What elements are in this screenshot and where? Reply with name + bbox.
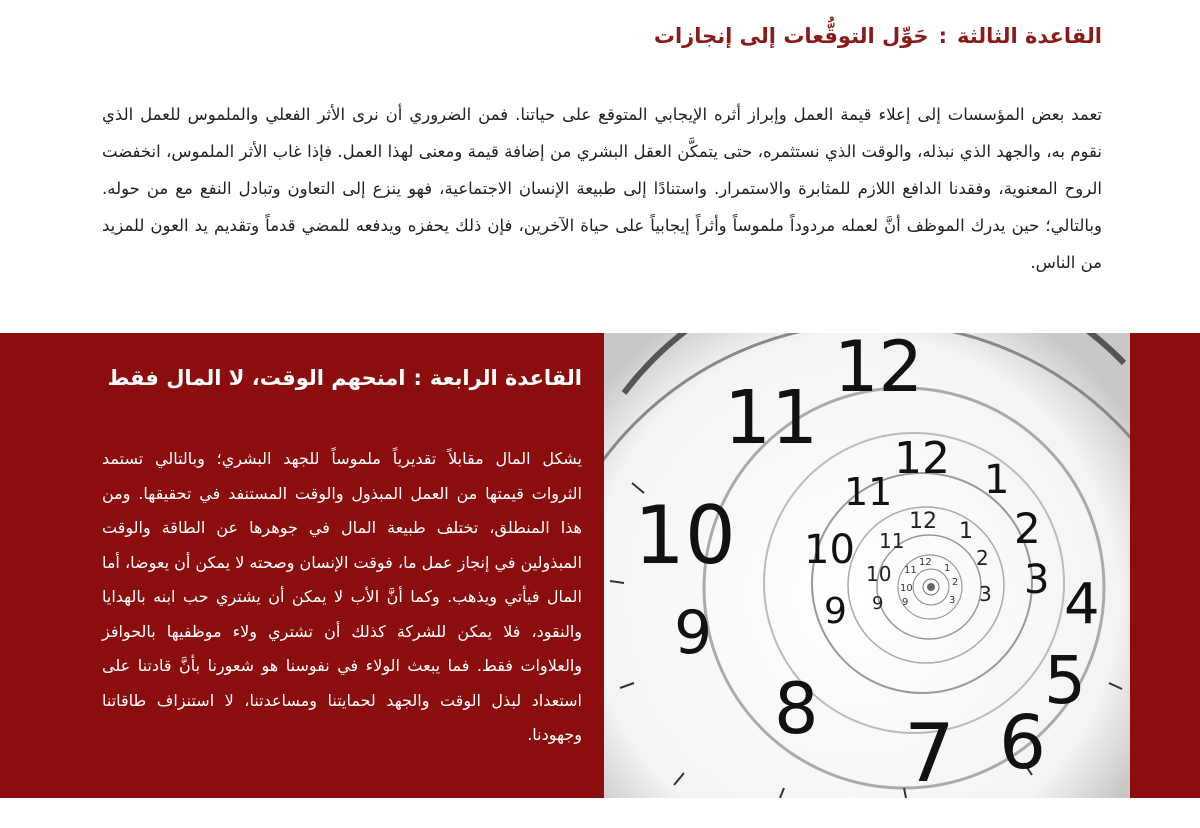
numeral-4-outer: 4 — [1064, 572, 1100, 637]
svg-text:10: 10 — [900, 583, 913, 594]
rule-four-paragraph: يشكل المال مقابلاً تقديرياً ملموساً للجهد البشري؛ وبالتالي تستمد الثروات قيمتها من العمل المبذول والوقت المستنفد في تحقيقها. ومن هذا المنطلق، تختلف طبيعة المال في جوهرها عن الطاقة والوقت المبذولين في إنجاز عمل ما، فوقت الإنسان وصحته لا يمكن أن يعوضا، أما المال فيأتي ويذهب. وكما أنَّ الأب لا يمكن أن يشتري حب ابنه بالهدايا والنقود، فلا يمكن للشركة كذلك أن تشتري ولاء موظفيها بالحوافز والعلاوات فقط. فما يبعث الولاء في نفوسنا هو شعورنا بأنَّ قادتنا على استعداد لبذل الوقت والجهد لحمايتنا ومساعدتنا، لا استنزاف طاقاتنا وجهودنا. — [101, 449, 582, 744]
numeral-11-inner: 11 — [879, 529, 905, 553]
numeral-10-outer: 10 — [634, 489, 736, 582]
spiral-clock-image — [604, 333, 1130, 798]
rule-three-heading — [60, 24, 1102, 48]
numeral-5-outer: 5 — [1044, 642, 1086, 719]
numeral-2-middle: 2 — [1014, 504, 1041, 553]
numeral-11-outer: 11 — [724, 375, 819, 461]
numeral-9-inner: 9 — [872, 593, 884, 614]
numeral-8-outer: 8 — [774, 668, 819, 750]
rule-three-label: القاعدة الثالثة — [956, 24, 1102, 48]
numeral-3-inner: 3 — [979, 582, 992, 606]
svg-text:9: 9 — [902, 597, 909, 608]
numeral-12-outer: 12 — [834, 333, 924, 408]
svg-text:3: 3 — [949, 595, 956, 606]
numeral-1-middle: 1 — [984, 457, 1010, 503]
svg-text:11: 11 — [904, 565, 917, 576]
numeral-12-inner: 12 — [909, 509, 937, 534]
rule-three-title: حَوِّل التوقُّعات إلى إنجازات — [653, 24, 929, 48]
numeral-10-inner: 10 — [866, 562, 892, 586]
svg-text:2: 2 — [952, 577, 959, 588]
rule-four-title: امنحهم الوقت، لا المال فقط — [107, 366, 406, 390]
numeral-1-inner: 1 — [959, 519, 973, 544]
rule-three-separator: : — [938, 24, 947, 48]
spiral-clock-icon — [604, 333, 1130, 798]
rule-four-separator: : — [413, 366, 422, 390]
numeral-11-middle: 11 — [844, 470, 893, 514]
numeral-12-middle: 12 — [894, 433, 950, 484]
numeral-9-middle: 9 — [824, 591, 847, 632]
numeral-6-outer: 6 — [999, 700, 1047, 786]
numeral-9-outer: 9 — [674, 598, 713, 668]
svg-text:12: 12 — [919, 557, 932, 568]
numeral-7-outer: 7 — [904, 707, 955, 798]
numeral-3-middle: 3 — [1024, 557, 1050, 603]
numeral-10-middle: 10 — [804, 527, 855, 573]
rule-four-label: القاعدة الرابعة — [429, 366, 582, 390]
numeral-2-inner: 2 — [976, 546, 989, 570]
rule-four-heading — [82, 366, 582, 390]
svg-text:1: 1 — [944, 563, 951, 574]
rule-three-paragraph: تعمد بعض المؤسسات إلى إعلاء قيمة العمل وإبراز أثره الإيجابي المتوقع على حياتنا. فمن الضروري أن نرى الأثر الفعلي والملموس للعمل الذي نقوم به، والجهد الذي نبذله، والوقت الذي نستثمره، حتى يتمكَّن العقل البشري من إضافة قيمة ومعنى لهذا العمل. فإذا غاب الأثر الملموس، انخفضت الروح المعنوية، وفقدنا الدافع اللازم للمثابرة والاستمرار. واستنادًا إلى طبيعة الإنسان الاجتماعية، فهو ينزع إلى التعاون وتبادل النفع مع من حوله. وبالتالي؛ حين يدرك الموظف أنَّ لعمله مردوداً ملموساً وأثراً إيجابياً على حياة الآخرين، فإن ذلك يحفزه ويدفعه للمضي قدماً وتقديم يد العون للمزيد من الناس. — [102, 105, 1102, 272]
